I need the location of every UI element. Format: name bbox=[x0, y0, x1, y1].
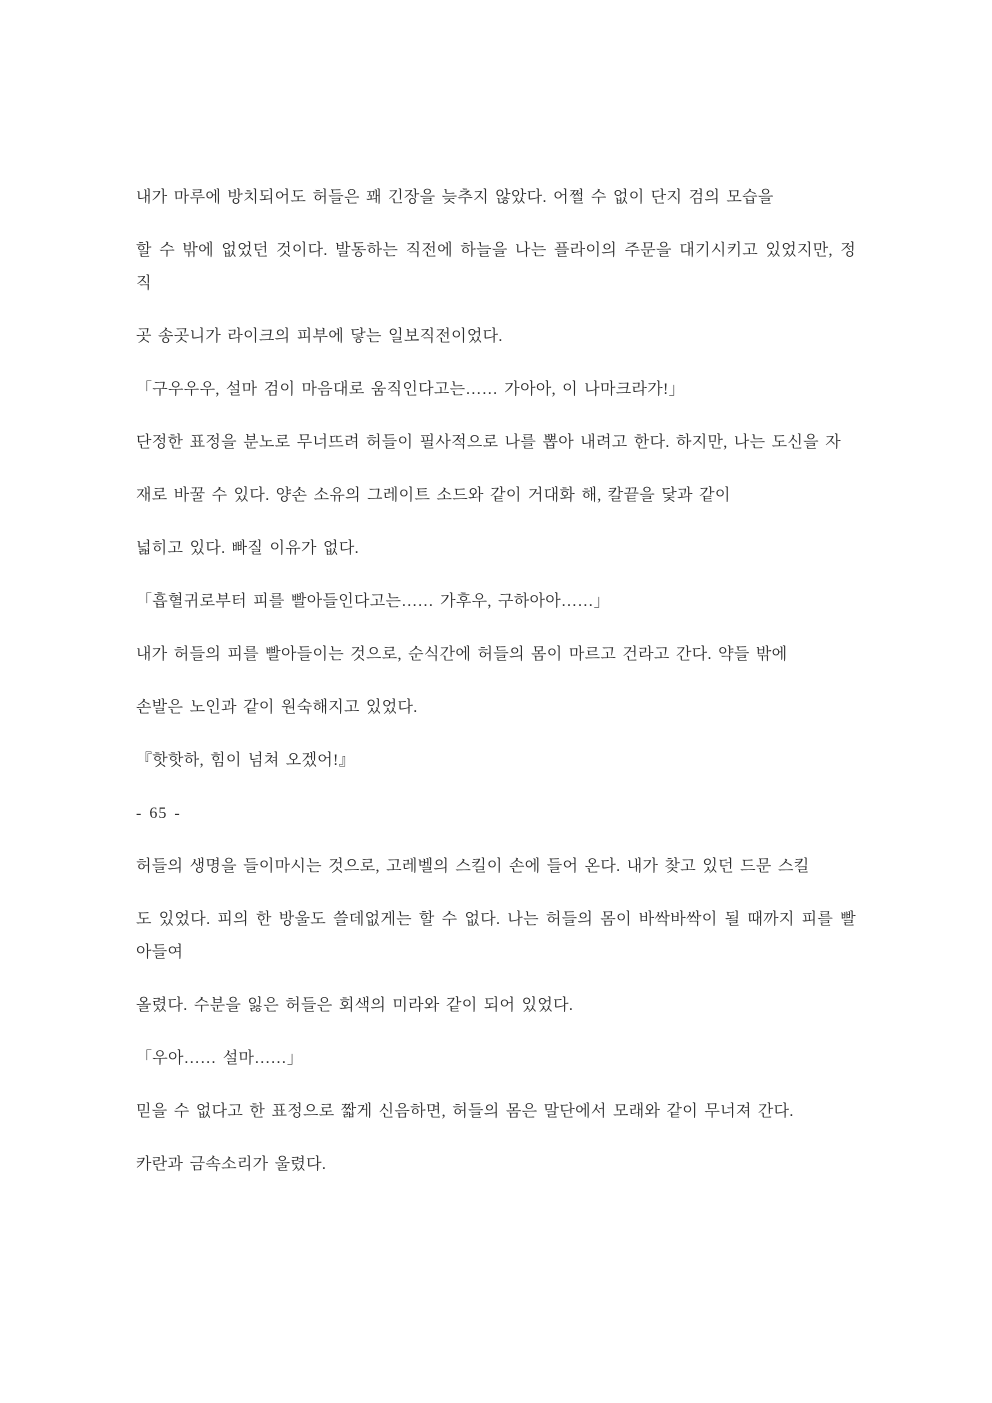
paragraph: 올렸다. 수분을 잃은 허들은 회색의 미라와 같이 되어 있었다. bbox=[136, 997, 574, 1014]
paragraph: 단정한 표정을 분노로 무너뜨려 허들이 필사적으로 나를 뽑아 내려고 한다. 하지만, 나는 도신을 자 bbox=[136, 434, 841, 451]
dialogue-line: 「흡혈귀로부터 피를 빨아들인다고는…… 가후우, 구하아아……」 bbox=[136, 593, 610, 610]
paragraph: 손발은 노인과 같이 원숙해지고 있었다. bbox=[136, 699, 418, 716]
paragraph: 넓히고 있다. 빠질 이유가 없다. bbox=[136, 540, 359, 557]
paragraph: 카란과 금속소리가 울렸다. bbox=[136, 1156, 327, 1173]
paragraph: 내가 허들의 피를 빨아들이는 것으로, 순식간에 허들의 몸이 마르고 건라고 간다. 약들 밖에 bbox=[136, 646, 788, 663]
dialogue-line: 『핫핫하, 힘이 넘쳐 오겠어!』 bbox=[136, 752, 355, 769]
paragraph: 도 있었다. 피의 한 방울도 쓸데없게는 할 수 없다. 나는 허들의 몸이 바싹바싹이 될 때까지 피를 빨아들여 bbox=[136, 911, 856, 961]
paragraph: 내가 마루에 방치되어도 허들은 꽤 긴장을 늦추지 않았다. 어쩔 수 없이 단지 검의 모습을 bbox=[136, 189, 774, 206]
paragraph: 믿을 수 없다고 한 표정으로 짧게 신음하면, 허들의 몸은 말단에서 모래와 같이 무너져 간다. bbox=[136, 1103, 794, 1120]
page-number: - 65 - bbox=[136, 805, 181, 822]
dialogue-line: 「우아…… 설마……」 bbox=[136, 1050, 304, 1067]
paragraph: 곳 송곳니가 라이크의 피부에 닿는 일보직전이었다. bbox=[136, 328, 503, 345]
paragraph: 재로 바꿀 수 있다. 양손 소유의 그레이트 소드와 같이 거대화 해, 칼끝을 닻과 같이 bbox=[136, 487, 731, 504]
dialogue-line: 「구우우우, 설마 검이 마음대로 움직인다고는…… 가아아, 이 나마크라가!」 bbox=[136, 381, 685, 398]
paragraph: 할 수 밖에 없었던 것이다. 발동하는 직전에 하늘을 나는 플라이의 주문을 대기시키고 있었지만, 정직 bbox=[136, 242, 856, 292]
paragraph: 허들의 생명을 들이마시는 것으로, 고레벨의 스킬이 손에 들어 온다. 내가 찾고 있던 드문 스킬 bbox=[136, 858, 810, 875]
